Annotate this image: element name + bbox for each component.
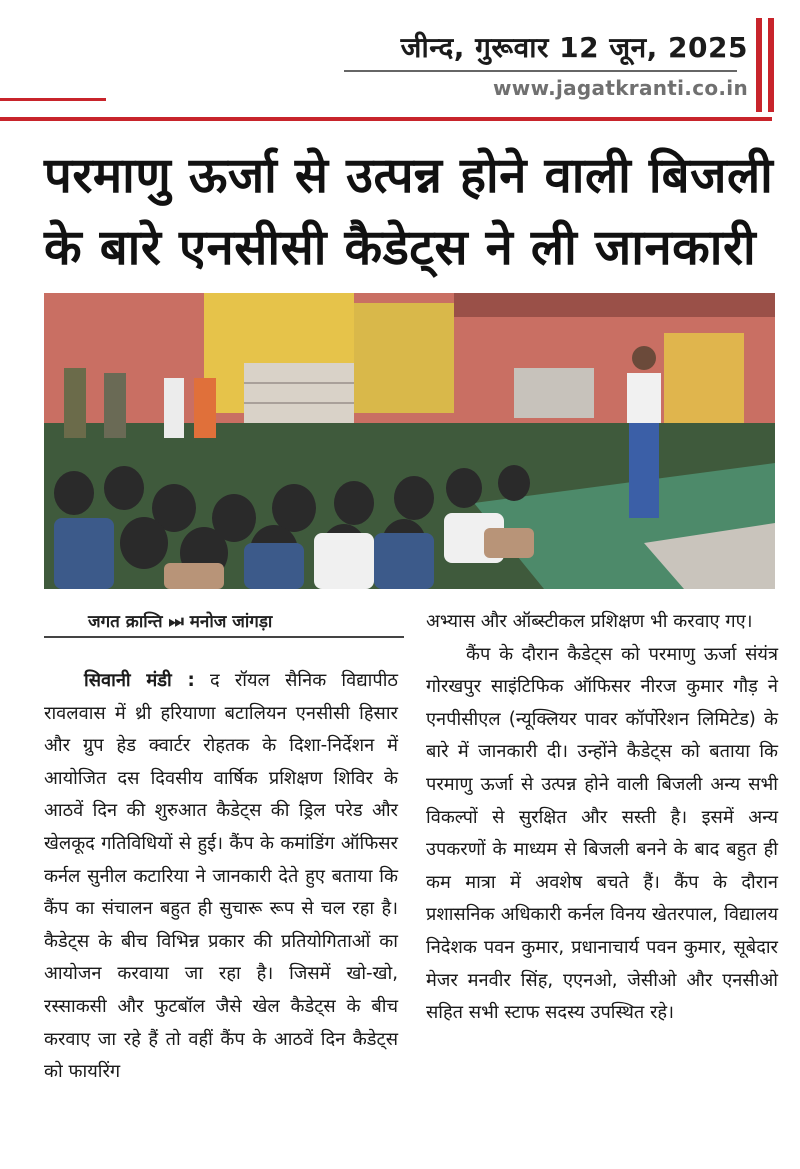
article-column-left bbox=[44, 665, 398, 1089]
article-headline bbox=[44, 140, 784, 284]
byline-divider bbox=[44, 636, 404, 638]
article-paragraph bbox=[44, 665, 398, 1089]
masthead-red-bar bbox=[756, 18, 762, 112]
article-column-right bbox=[426, 606, 778, 1030]
headline-line-1: परमाणु ऊर्जा से उत्पन्न होने वाली बिजली bbox=[44, 147, 774, 204]
article-place: सिवानी मंडी : bbox=[84, 670, 195, 691]
article-paragraph: अभ्यास और ऑब्स्टीकल प्रशिक्षण भी करवाए गए। bbox=[426, 611, 753, 632]
dateline-divider bbox=[344, 70, 737, 72]
article-photo bbox=[44, 293, 775, 589]
masthead-red-bar bbox=[768, 18, 774, 112]
dateline: जीन्द, गुरूवार 12 जून, 2025 bbox=[400, 31, 748, 64]
website-url: www.jagatkranti.co.in bbox=[493, 76, 748, 100]
headline-line-2: के बारे एनसीसी कैडेट्स ने ली जानकारी bbox=[44, 219, 757, 276]
article-paragraph: कैंप के दौरान कैडेट्स को परमाणु ऊर्जा संयंत्र गोरखपुर साइंटिफिक ऑफिसर नीरज कुमार गौड़ ने एनपीसीएल (न्यूक्लियर पावर कॉर्पोरेशन लिमिटेड) के बारे में जानकारी दी। उन्होंने कैडेट्स को बताया कि परमाणु ऊर्जा से उत्पन्न होने वाली बिजली अन्य सभी विकल्पों से सुरक्षित और सस्ती है। इसमें अन्य उपकरणों के माध्यम से बिजली बनने के बाद बहुत ही कम मात्रा में अवशेष बचते हैं। कैंप के दौरान प्रशासनिक अधिकारी कर्नल विनय खेतरपाल, विद्यालय निदेशक पवन कुमार, प्रधानाचार्य पवन कुमार, सूबेदार मेजर मनवीर सिंह, एएनओ, जेसीओ और एनसीओ सहित सभी स्टाफ सदस्य उपस्थित रहे। bbox=[426, 643, 778, 1024]
masthead-left-rule bbox=[0, 98, 106, 101]
article-text: द रॉयल सैनिक विद्यापीठ रावलवास में थ्री हरियाणा बटालियन एनसीसी हिसार और ग्रुप हेड क्वार्टर रोहतक के दिशा-निर्देशन में आयोजित दस दिवसीय वार्षिक प्रशिक्षण शिविर के आठवें दिन की शुरुआत कैडेट्स की ड्रिल परेड और खेलकूद गतिविधियों से हुई। कैंप के कमांडिंग ऑफिसर कर्नल सुनील कटारिया ने जानकारी देते हुए बताया कि कैंप का संचालन बहुत ही सुचारू रूप से चल रहा है। कैडेट्स के बीच विभिन्न प्रकार की प्रतियोगिताओं का आयोजन करवाया जा रहा है। जिसमें खो-खो, रस्साकसी और फुटबॉल जैसे खेल कैडेट्स के बीच करवाए जा रहे हैं तो वहीं कैंप के आठवें दिन कैडेट्स को फायरिंग bbox=[44, 670, 398, 1083]
byline: जगत क्रान्ति ⏭ मनोज जांगड़ा bbox=[88, 612, 273, 632]
masthead-rule bbox=[0, 117, 772, 121]
